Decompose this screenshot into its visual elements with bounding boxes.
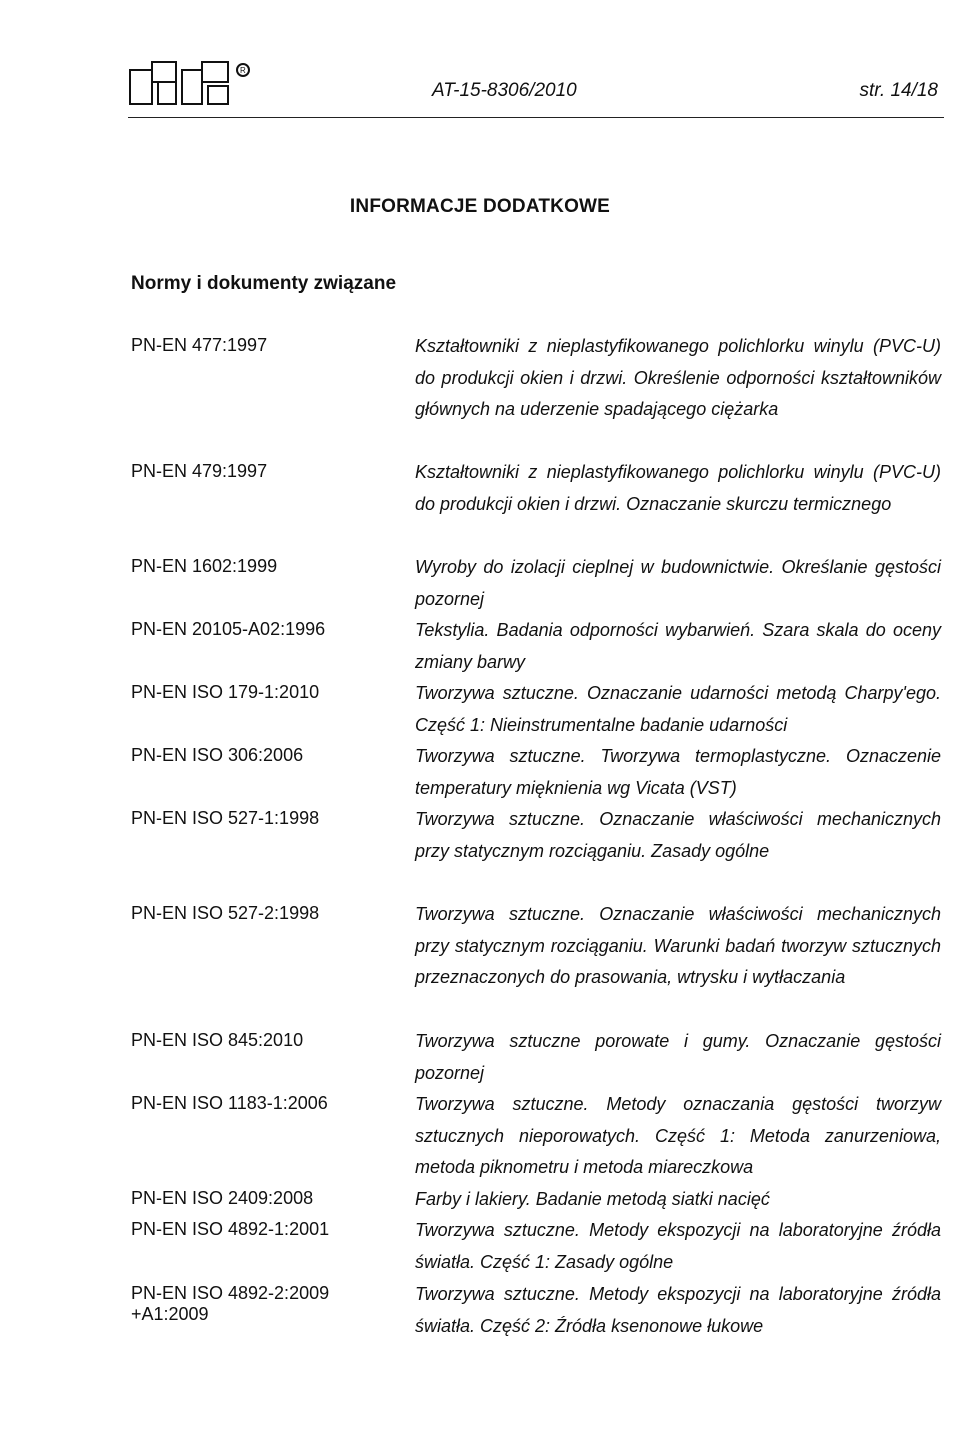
standard-description: Tworzywa sztuczne. Oznaczanie właściwości mechanicznych przy statycznym rozciąganiu. Zasady ogólne bbox=[415, 809, 941, 861]
standard-code: PN-EN 477:1997 bbox=[131, 335, 268, 355]
standard-code: PN-EN ISO 527-1:1998 bbox=[131, 808, 320, 828]
document-number: AT-15-8306/2010 bbox=[432, 80, 577, 101]
standard-code: PN-EN ISO 179-1:2010 bbox=[131, 682, 320, 702]
standard-code: PN-EN 479:1997 bbox=[131, 461, 268, 481]
header-divider bbox=[128, 117, 944, 118]
standard-code: PN-EN ISO 306:2006 bbox=[131, 745, 304, 765]
standard-description: Wyroby do izolacji cieplnej w budownictwie. Określanie gęstości pozornej bbox=[415, 557, 941, 609]
standard-code: PN-EN 1602:1999 bbox=[131, 556, 278, 576]
standard-code: PN-EN ISO 4892-2:2009 +A1:2009 bbox=[131, 1283, 330, 1324]
standard-description: Kształtowniki z nieplastyfikowanego polichlorku winylu (PVC-U) do produkcji okien i drzwi. Oznaczanie skurczu termicznego bbox=[415, 462, 941, 514]
standard-description: Tworzywa sztuczne. Oznaczanie udarności metodą Charpy'ego. Część 1: Nieinstrumentalne badanie udarności bbox=[415, 683, 941, 735]
section-title: INFORMACJE DODATKOWE bbox=[349, 196, 611, 217]
standard-description: Tworzywa sztuczne. Oznaczanie właściwości mechanicznych przy statycznym rozciąganiu. Warunki badań tworzyw sztucznych przeznaczonych do prasowania, wtrysku i wytłaczania bbox=[415, 904, 941, 987]
standard-description: Kształtowniki z nieplastyfikowanego polichlorku winylu (PVC-U) do produkcji okien i drzwi. Określenie odporności kształtowników głównych na uderzenie spadającego ciężarka bbox=[415, 336, 941, 419]
standard-code: PN-EN ISO 4892-1:2001 bbox=[131, 1219, 330, 1239]
itb-logo-icon bbox=[128, 60, 254, 106]
standard-description: Tworzywa sztuczne. Metody ekspozycji na laboratoryjne źródła światła. Część 1: Zasady ogólne bbox=[415, 1220, 941, 1272]
section-subtitle: Normy i dokumenty związane bbox=[131, 273, 397, 294]
page-number: str. 14/18 bbox=[859, 80, 938, 101]
svg-text:R: R bbox=[240, 66, 246, 75]
standard-code: PN-EN ISO 527-2:1998 bbox=[131, 903, 320, 923]
standard-description: Tworzywa sztuczne. Metody oznaczania gęstości tworzyw sztucznych nieporowatych. Część 1: Metoda zanurzeniowa, metoda piknometru i metoda miareczkowa bbox=[415, 1094, 941, 1177]
standard-description: Farby i lakiery. Badanie metodą siatki nacięć bbox=[415, 1189, 770, 1209]
page-header bbox=[128, 52, 944, 116]
standard-code: PN-EN ISO 1183-1:2006 bbox=[131, 1093, 328, 1113]
standard-description: Tworzywa sztuczne. Tworzywa termoplastyczne. Oznaczenie temperatury mięknienia wg Vicata (VST) bbox=[415, 746, 941, 798]
standard-code: PN-EN ISO 2409:2008 bbox=[131, 1188, 314, 1208]
standard-code: PN-EN ISO 845:2010 bbox=[131, 1030, 304, 1050]
standard-code: PN-EN 20105-A02:1996 bbox=[131, 619, 326, 639]
standard-description: Tekstylia. Badania odporności wybarwień. Szara skala do oceny zmiany barwy bbox=[415, 620, 941, 672]
standard-description: Tworzywa sztuczne porowate i gumy. Oznaczanie gęstości pozornej bbox=[415, 1031, 941, 1083]
standard-description: Tworzywa sztuczne. Metody ekspozycji na laboratoryjne źródła światła. Część 2: Źródła ksenonowe łukowe bbox=[415, 1284, 941, 1336]
